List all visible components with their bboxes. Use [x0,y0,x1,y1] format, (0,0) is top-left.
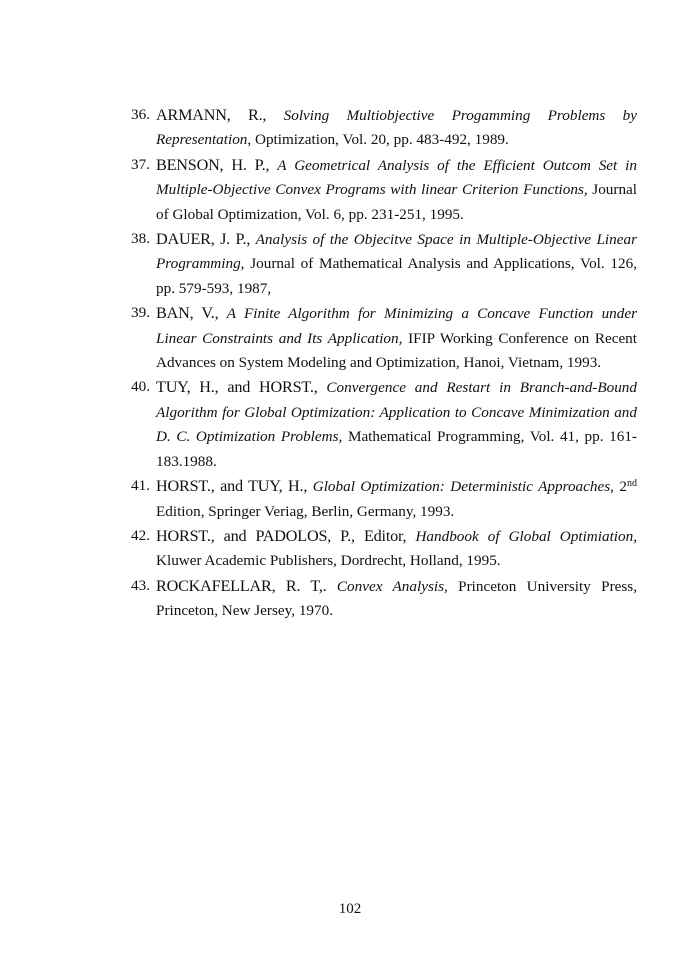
reference-number: 38. [131,230,150,248]
reference-item-43 [131,574,637,624]
reference-details: Princeton University Press, Princeton, New Jersey, 1970. [156,577,638,620]
reference-number: 40. [131,378,150,396]
reference-details: IFIP Working Conference on Recent Advances on System Modeling and Optimization, Hanoi, Vietnam, 1993. [156,329,637,372]
reference-item-39 [131,301,637,375]
reference-title: Solving Multiobjective Progamming Problems by Representation, [156,107,637,149]
reference-author: TUY, H., and HORST., [156,378,318,397]
reference-title: Convex Analysis, [336,577,448,595]
reference-number: 36. [131,106,150,123]
reference-title: Analysis of the Objecitve Space in Multiple-Objective Linear Programming, [156,231,637,273]
page-number: 102 [338,901,362,917]
reference-list [131,103,637,624]
reference-details: Kluwer Academic Publishers, Dordrecht, Holland, 1995. [156,552,501,570]
reference-details: Optimization, Vol. 20, pp. 483-492, 1989. [254,131,509,149]
reference-details: Journal of Mathematical Analysis and Applications, Vol. 126, pp. 579-593, 1987, [156,255,637,297]
reference-details: Journal of Global Optimization, Vol. 6, pp. 231-251, 1995. [156,181,638,223]
reference-number: 41. [131,477,150,495]
reference-title: Global Optimization: Deterministic Approaches, [312,478,614,496]
reference-edition [619,478,637,495]
reference-author: DAUER, J. P., [156,230,251,249]
reference-number: 42. [131,526,150,544]
reference-item-40 [131,375,637,474]
reference-author: ROCKAFELLAR, R. T,. [156,576,327,595]
reference-title: A Geometrical Analysis of the Efficient Outcom Set in Multiple-Objective Convex Programs with linear Criterion Functions, [156,156,637,199]
edition-number: 2 [619,478,627,496]
reference-item-37 [131,153,637,227]
reference-title: Convergence and Restart in Branch-and-Bound Algorithm for Global Optimization: Application to Concave Minimization and D. C. Optimization Problems, [156,379,637,446]
reference-author: HORST., and TUY, H., [156,477,308,496]
reference-item-38 [131,227,637,301]
edition-suffix: nd [627,478,637,490]
reference-number: 43. [131,576,150,594]
reference-author: BENSON, H. P., [156,155,270,174]
reference-author: HORST., and PADOLOS, P., Editor, [156,526,407,545]
reference-title: Handbook of Global Optimiation, [415,527,638,545]
reference-number: 37. [131,155,150,173]
reference-item-41 [131,474,637,524]
reference-details: Edition, Springer Veriag, Berlin, Germany, 1993. [156,502,455,520]
reference-title: A Finite Algorithm for Minimizing a Concave Function under Linear Constraints and Its Application, [156,305,638,347]
reference-item-42 [131,524,637,574]
reference-item-36 [131,103,637,153]
reference-author: ARMANN, R., [156,106,267,124]
reference-details: Mathematical Programming, Vol. 41, pp. 161-183.1988. [156,428,637,470]
reference-author: BAN, V., [156,304,219,323]
reference-number: 39. [131,304,150,322]
